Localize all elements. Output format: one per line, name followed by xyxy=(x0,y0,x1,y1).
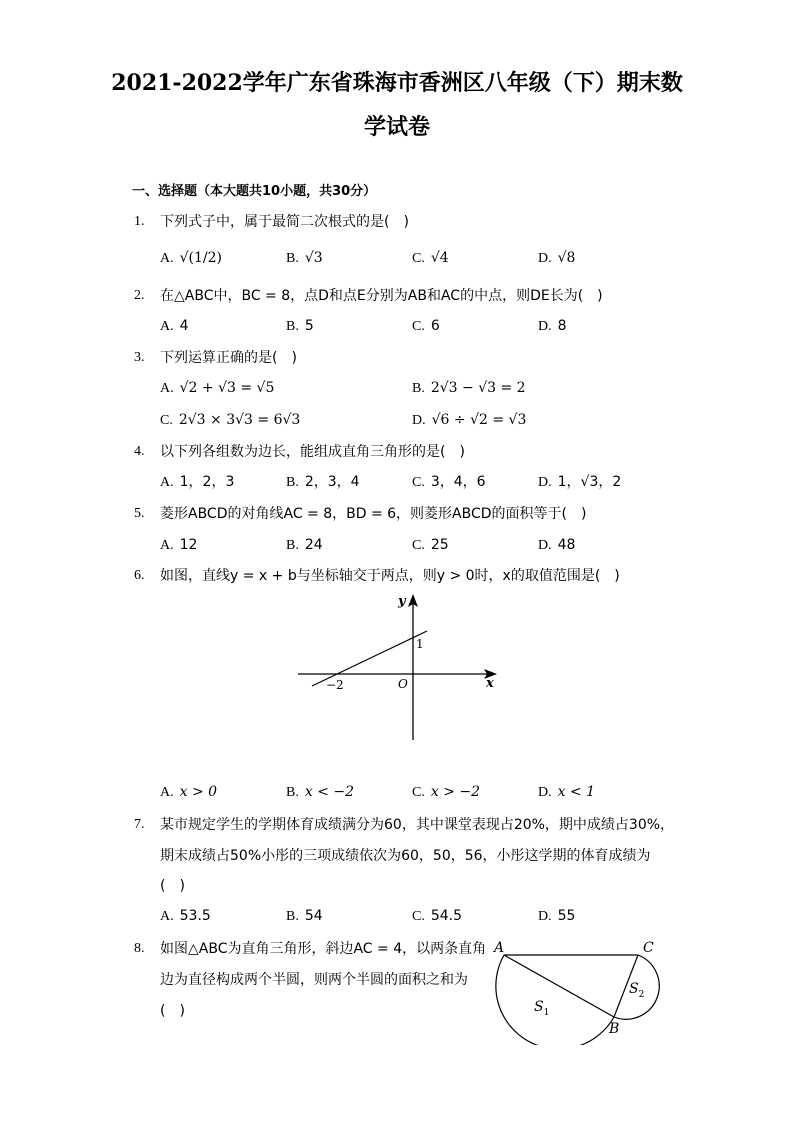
figure-label-s1: $S_1$ xyxy=(534,999,550,1018)
question-1-option-b[interactable]: B. √3 xyxy=(286,250,323,266)
question-3-option-c[interactable]: C. 2√3 × 3√3 = 6√3 xyxy=(160,412,301,428)
exam-title-line1: 2021-2022学年广东省珠海市香洲区八年级（下）期末数 xyxy=(111,70,683,96)
question-4-option-c[interactable]: C. 3，4，6 xyxy=(412,474,486,490)
question-6-option-d[interactable]: D. x < 1 xyxy=(538,784,596,800)
question-5-option-d[interactable]: D. 48 xyxy=(538,537,576,553)
question-6-option-a[interactable]: A. x > 0 xyxy=(160,784,218,800)
question-4-number: 4. xyxy=(134,444,145,459)
question-4-option-d[interactable]: D. 1，√3，2 xyxy=(538,474,622,490)
graph-y-label: y xyxy=(398,594,406,609)
question-8-text-line3: ( ) xyxy=(160,1003,185,1019)
question-2-option-a[interactable]: A. 4 xyxy=(160,318,189,334)
question-5-option-a[interactable]: A. 12 xyxy=(160,537,198,553)
question-2-number: 2. xyxy=(134,288,145,303)
question-6-number: 6. xyxy=(134,568,145,583)
question-7-number: 7. xyxy=(134,817,145,832)
graph-y-intercept-label: 1 xyxy=(416,637,424,651)
question-7-text-line2: 期末成绩占50%小彤的三项成绩依次为60，50，56，小彤这学期的体育成绩为 xyxy=(160,848,651,864)
question-2-option-c[interactable]: C. 6 xyxy=(412,318,440,334)
section-heading: 一、选择题（本大题共10小题，共30分） xyxy=(132,184,377,199)
question-1-number: 1. xyxy=(134,214,145,229)
question-2-option-d[interactable]: D. 8 xyxy=(538,318,567,334)
question-1-option-a[interactable]: A. √(1/2) xyxy=(160,250,223,266)
question-3-option-a[interactable]: A. √2 + √3 = √5 xyxy=(160,380,275,396)
figure-label-s2: $S_2$ xyxy=(629,981,645,1000)
question-4-option-a[interactable]: A. 1，2，3 xyxy=(160,474,235,490)
question-7-option-a[interactable]: A. 53.5 xyxy=(160,908,211,924)
question-5-option-c[interactable]: C. 25 xyxy=(412,537,449,553)
graph-origin-label: O xyxy=(398,677,408,691)
question-7-option-d[interactable]: D. 55 xyxy=(538,908,576,924)
question-4-text: 以下列各组数为边长，能组成直角三角形的是( ) xyxy=(160,444,465,460)
question-6-option-b[interactable]: B. x < −2 xyxy=(286,784,355,800)
question-1-option-c[interactable]: C. √4 xyxy=(412,250,449,266)
question-7-option-b[interactable]: B. 54 xyxy=(286,908,323,924)
question-3-option-b[interactable]: B. 2√3 − √3 = 2 xyxy=(412,380,526,396)
question-6-text: 如图，直线y = x + b与坐标轴交于两点，则y > 0时，x的取值范围是( ) xyxy=(160,568,620,584)
question-8-text-line1: 如图△ABC为直角三角形，斜边AC = 4，以两条直角 xyxy=(160,941,487,957)
question-5-option-b[interactable]: B. 24 xyxy=(286,537,323,553)
question-6-option-c[interactable]: C. x > −2 xyxy=(412,784,481,800)
question-8-figure xyxy=(488,935,668,1045)
figure-leg-ab xyxy=(504,955,614,1017)
question-7-text-line1: 某市规定学生的学期体育成绩满分为60，其中课堂表现占20%，期中成绩占30%， xyxy=(160,817,675,833)
question-7-text-line3: ( ) xyxy=(160,878,185,894)
figure-label-b: B xyxy=(609,1021,620,1037)
question-8-text-line2: 边为直径构成两个半圆，则两个半圆的面积之和为 xyxy=(160,972,468,988)
question-2-text: 在△ABC中，BC = 8，点D和点E分别为AB和AC的中点，则DE长为( ) xyxy=(160,288,603,304)
figure-label-a: A xyxy=(494,940,505,956)
question-3-number: 3. xyxy=(134,350,145,365)
question-6-graph xyxy=(290,590,510,750)
graph-x-intercept-label: −2 xyxy=(326,678,344,692)
figure-label-c: C xyxy=(643,940,654,956)
question-5-text: 菱形ABCD的对角线AC = 8，BD = 6，则菱形ABCD的面积等于( ) xyxy=(160,506,587,522)
question-7-option-c[interactable]: C. 54.5 xyxy=(412,908,463,924)
question-2-option-b[interactable]: B. 5 xyxy=(286,318,314,334)
question-3-option-d[interactable]: D. √6 ÷ √2 = √3 xyxy=(412,412,527,428)
graph-x-label: x xyxy=(486,676,494,691)
question-4-option-b[interactable]: B. 2，3，4 xyxy=(286,474,360,490)
figure-semicircle-s1 xyxy=(496,955,614,1045)
exam-title-line2: 学试卷 xyxy=(363,114,430,140)
question-5-number: 5. xyxy=(134,506,145,521)
question-1-option-d[interactable]: D. √8 xyxy=(538,250,576,266)
question-8-number: 8. xyxy=(134,941,145,956)
question-1-text: 下列式子中，属于最简二次根式的是( ) xyxy=(160,214,409,230)
question-3-text: 下列运算正确的是( ) xyxy=(160,350,297,366)
